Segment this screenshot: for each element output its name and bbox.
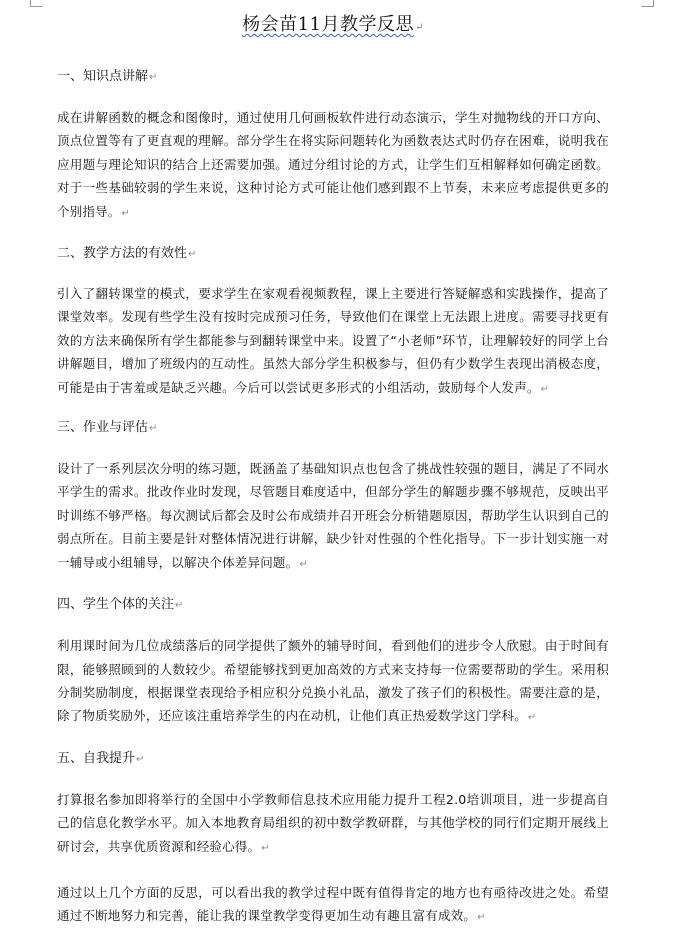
paragraph-mark-icon: ↵ bbox=[136, 753, 145, 765]
section-heading-4-text[interactable]: 四、学生个体的关注 bbox=[57, 597, 175, 613]
paragraph-mark-icon: ↵ bbox=[299, 558, 308, 570]
section-heading-1[interactable] bbox=[57, 67, 609, 88]
section-heading-3[interactable] bbox=[57, 418, 609, 439]
section-body-3[interactable] bbox=[57, 457, 609, 576]
section-body-3-text[interactable]: 设计了一系列层次分明的练习题，既涵盖了基础知识点也包含了挑战性较强的题目，满足了不同水平学生的需求。批改作业时发现，尽管题目难度适中，但部分学生的解题步骤不够规范，反映出平时训练不够严格。每次测试后都会及时公布成绩并召开班会分析错题原因，帮助学生认识到自己的弱点所在。目前主要是针对整体情况进行讲解，缺少针对性强的个性化指导。下一步计划实施一对一辅导或小组辅导，以解决个体差异问题。 bbox=[57, 461, 609, 570]
section-heading-3-text[interactable]: 三、作业与评估 bbox=[57, 420, 149, 436]
paragraph-mark-icon: ↵ bbox=[415, 22, 424, 33]
section-body-4[interactable] bbox=[57, 634, 609, 730]
section-body-1-text[interactable]: 成在讲解函数的概念和图像时，通过使用几何画板软件进行动态演示，学生对抛物线的开口方向、顶点位置等有了更直观的理解。部分学生在将实际问题转化为函数表达式时仍存在困难，说明我在应用题与理论知识的结合上还需要加强。通过分组讨论的方式，让学生们互相解释如何确定函数。对于一些基础较弱的学生来说，这种讨论方式可能让他们感到跟不上节奏，未来应考虑提供更多的个别指导。 bbox=[57, 110, 609, 219]
paragraph-mark-icon: ↵ bbox=[121, 207, 131, 219]
section-body-1[interactable] bbox=[57, 106, 609, 225]
section-heading-2[interactable] bbox=[57, 244, 609, 265]
document-title-text[interactable]: 杨会苗11月教学反思 bbox=[242, 14, 414, 35]
section-heading-2-text[interactable]: 二、教学方法的有效性 bbox=[57, 246, 188, 262]
section-heading-4[interactable] bbox=[57, 595, 609, 616]
paragraph-mark-icon: ↵ bbox=[149, 72, 158, 83]
section-heading-5-text[interactable]: 五、自我提升 bbox=[57, 750, 136, 766]
section-body-5-text[interactable]: 打算报名参加即将举行的全国中小学教师信息技术应用能力提升工程2.0培训项目，进一步提高自己的信息化教学水平。加入本地教育局组织的初中数学教研群，与其他学校的同行们定期开展线上研讨会，共享优质资源和经验心得。 bbox=[57, 791, 609, 854]
section-body-5[interactable] bbox=[57, 788, 609, 860]
conclusion-text[interactable]: 通过以上几个方面的反思，可以看出我的教学过程中既有值得肯定的地方也有亟待改进之处。希望通过不断地努力和完善，能让我的课堂教学变得更加生动有趣且富有成效。 bbox=[57, 884, 609, 924]
section-body-2[interactable] bbox=[57, 282, 609, 401]
section-heading-5[interactable] bbox=[57, 749, 609, 770]
conclusion-paragraph[interactable] bbox=[57, 881, 609, 930]
page-corner-mark-left bbox=[30, 0, 43, 7]
paragraph-mark-icon: ↵ bbox=[527, 712, 537, 724]
section-body-4-text[interactable]: 利用课时间为几位成绩落后的同学提供了额外的辅导时间，看到他们的进步令人欣慰。由于时间有限，能够照顾到的人数较少。希望能够找到更加高效的方式来支持每一位需要帮助的学生。采用积分制奖励制度，根据课堂表现给予相应积分兑换小礼品，激发了孩子们的积极性。需要注意的是，除了物质奖励外，还应该注重培养学生的内在动机，让他们真正热爱数学这门学科。 bbox=[57, 638, 609, 724]
paragraph-mark-icon: ↵ bbox=[261, 842, 270, 854]
section-heading-1-text[interactable]: 一、知识点讲解 bbox=[57, 69, 149, 84]
page-corner-mark-right bbox=[641, 0, 654, 7]
paragraph-mark-icon: ↵ bbox=[477, 912, 486, 924]
paragraph-mark-icon: ↵ bbox=[540, 383, 550, 395]
document-title[interactable] bbox=[57, 13, 609, 40]
section-body-2-text[interactable]: 引入了翻转课堂的模式，要求学生在家观看视频教程，课上主要进行答疑解惑和实践操作，提高了课堂效率。发现有些学生没有按时完成预习任务，导致他们在课堂上无法跟上进度。需要寻找更有效的方法来确保所有学生都能参与到翻转课堂中来。设置了“小老师”环节，让理解较好的同学上台讲解题目，增加了班级内的互动性。虽然大部分学生积极参与，但仍有少数学生表现出消极态度，可能是由于害羞或是缺乏兴趣。今后可以尝试更多形式的小组活动，鼓励每个人发声。 bbox=[57, 286, 609, 395]
paragraph-mark-icon: ↵ bbox=[149, 423, 158, 435]
document-page bbox=[57, 0, 609, 930]
paragraph-mark-icon: ↵ bbox=[188, 249, 197, 261]
paragraph-mark-icon: ↵ bbox=[175, 600, 184, 612]
